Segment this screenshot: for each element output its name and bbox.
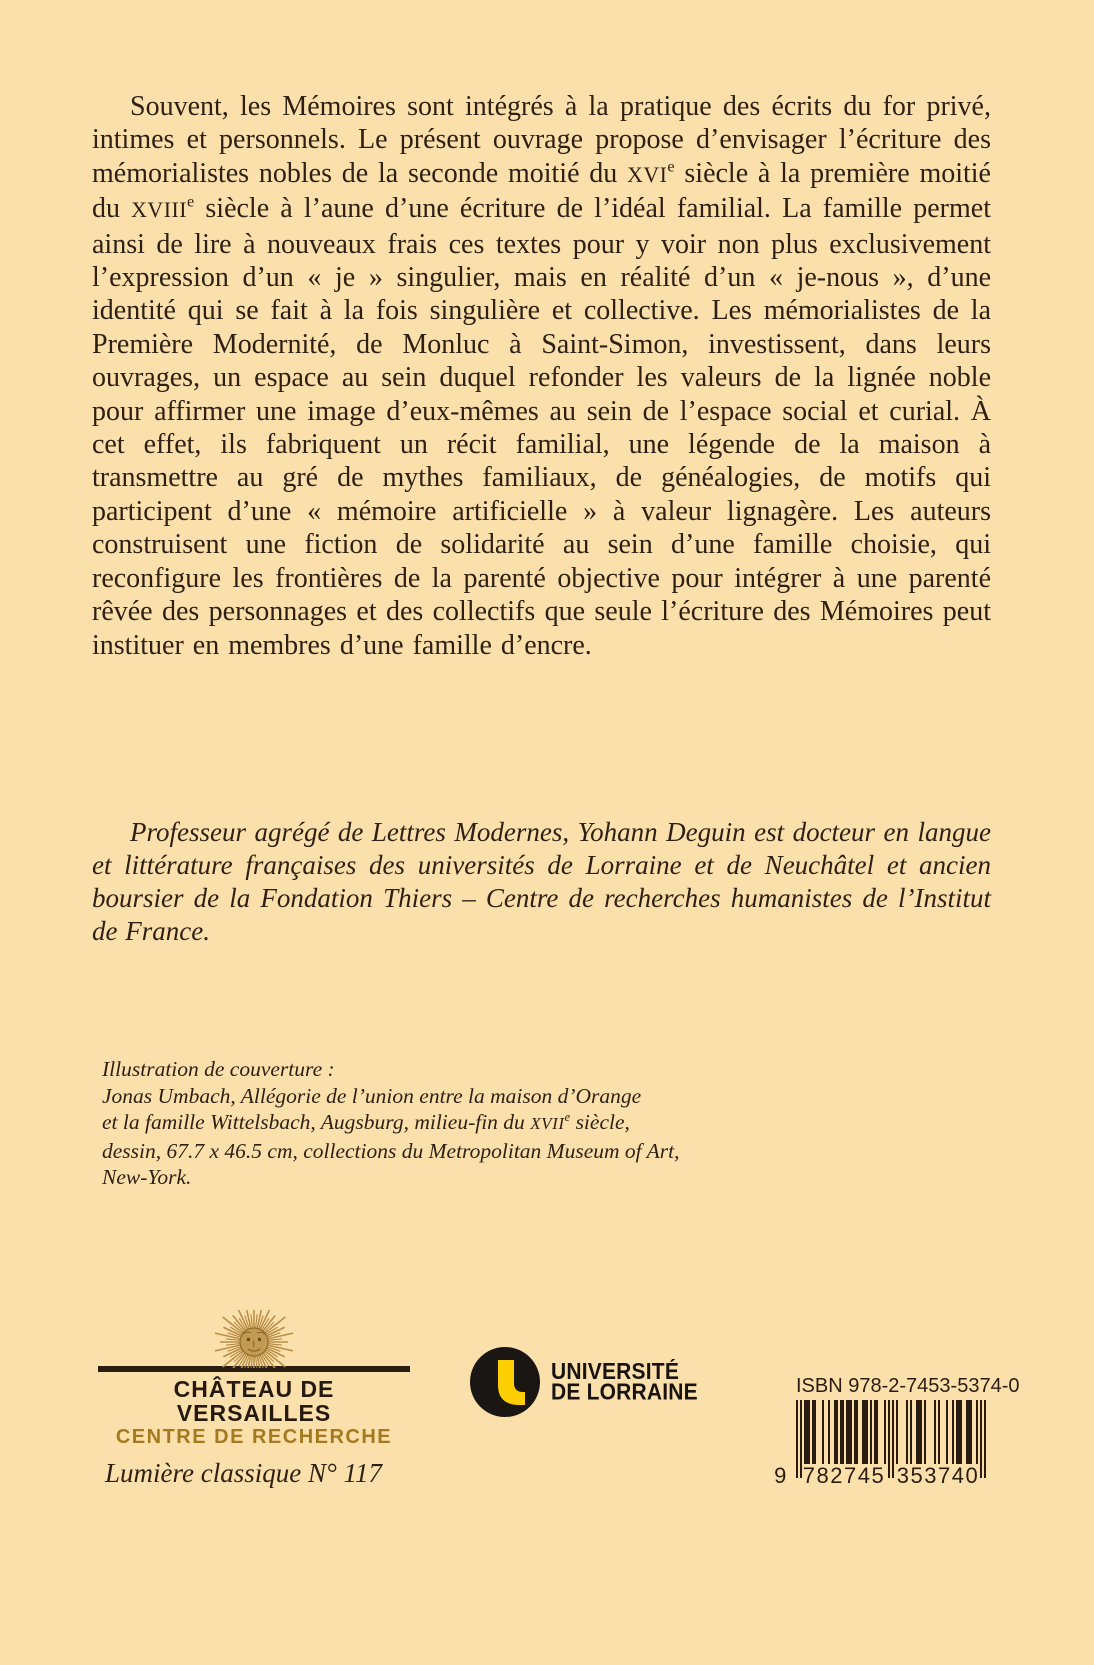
- author-bio-paragraph: Professeur agrégé de Lettres Modernes, Yohann Deguin est docteur en langue et littérature françaises des universités de Lorraine et de Neuchâtel et ancien boursier de la Fondation Thiers – Centre de recherches humanistes de l’Institut de France.: [92, 817, 991, 946]
- credit-line: Jonas Umbach, Allégorie de l’union entre la maison d’Orange: [102, 1083, 642, 1108]
- isbn-block: [772, 1375, 1020, 1488]
- superscript: e: [667, 157, 675, 176]
- synopsis-text: Souvent, les Mémoires sont intégrés à la pratique des écrits du for privé, intimes et personnels. Le présent ouvrage propose d’envisager l’écriture des mémorialistes nobles de la seconde moitié du: [92, 91, 991, 189]
- roman-numeral: XVI: [627, 162, 668, 187]
- lorraine-l-icon: [470, 1347, 540, 1417]
- lorraine-wordmark: [551, 1359, 698, 1405]
- lorraine-logo: [470, 1347, 698, 1417]
- superscript: e: [564, 1110, 571, 1125]
- credit-line: dessin, 67.7 x 46.5 cm, collections du Metropolitan Museum of Art,: [102, 1138, 680, 1163]
- synopsis-text: siècle à l’aune d’une écriture de l’idéal familial. La famille permet ainsi de lire à nouveaux frais ces textes pour y voir non plus exclusivement l’expression d’un « je » singulier, mais en réalité d’un « je-nous », d’une identité qui se fait à la fois singulière et collective. Les mémorialistes de la Première Modernité, de Monluc à Saint-Simon, investissent, dans leurs ouvrages, un espace au sein duquel refonder les valeurs de la lignée noble pour affirmer une image d’eux-mêmes au sein de l’espace social et curial. À cet effet, ils fabriquent un récit familial, une légende de la maison à transmettre au gré de mythes familiaux, de généalogies, de motifs qui participent d’une « mémoire artificielle » à valeur lignagère. Les auteurs construisent une fiction de solidarité au sein d’une famille choisie, qui reconfigure les frontières de la parenté objective pour intégrer à une parenté rêvée des personnages et des collectifs que seule l’écriture des Mémoires peut instituer en membres d’une famille d’encre.: [92, 193, 991, 661]
- synopsis-text: siècle à la première moitié du: [92, 157, 991, 225]
- ean-barcode: [772, 1400, 992, 1488]
- roman-numeral: XVII: [530, 1114, 565, 1134]
- barcode-digit-group1: 782745: [802, 1463, 886, 1488]
- barcode-digit-lead: 9: [774, 1463, 788, 1488]
- synopsis-paragraph: [92, 90, 991, 662]
- barcode-digit-group2: 353740: [896, 1463, 980, 1488]
- series-label: Lumière classique N° 117: [105, 1458, 383, 1488]
- credit-heading: Illustration de couverture :: [102, 1057, 335, 1081]
- credit-line: New-York.: [102, 1165, 192, 1190]
- versailles-title: CHÂTEAU DE VERSAILLES: [173, 1376, 335, 1426]
- credit-line: et la famille Wittelsbach, Augsburg, milieu-fin du XVIIe siècle,: [102, 1110, 630, 1135]
- roman-numeral: XVIII: [131, 198, 188, 223]
- versailles-logo: [98, 1310, 410, 1448]
- versailles-subtitle: CENTRE DE RECHERCHE: [115, 1426, 393, 1448]
- lorraine-title-line2: DE LORRAINE: [551, 1379, 698, 1405]
- lorraine-title-line1: UNIVERSITÉ: [551, 1359, 680, 1385]
- isbn-label: ISBN 978-2-7453-5374-0: [796, 1375, 1020, 1397]
- sun-face-icon: [194, 1310, 314, 1368]
- superscript: e: [187, 192, 195, 211]
- cover-illustration-credit: [102, 1056, 802, 1191]
